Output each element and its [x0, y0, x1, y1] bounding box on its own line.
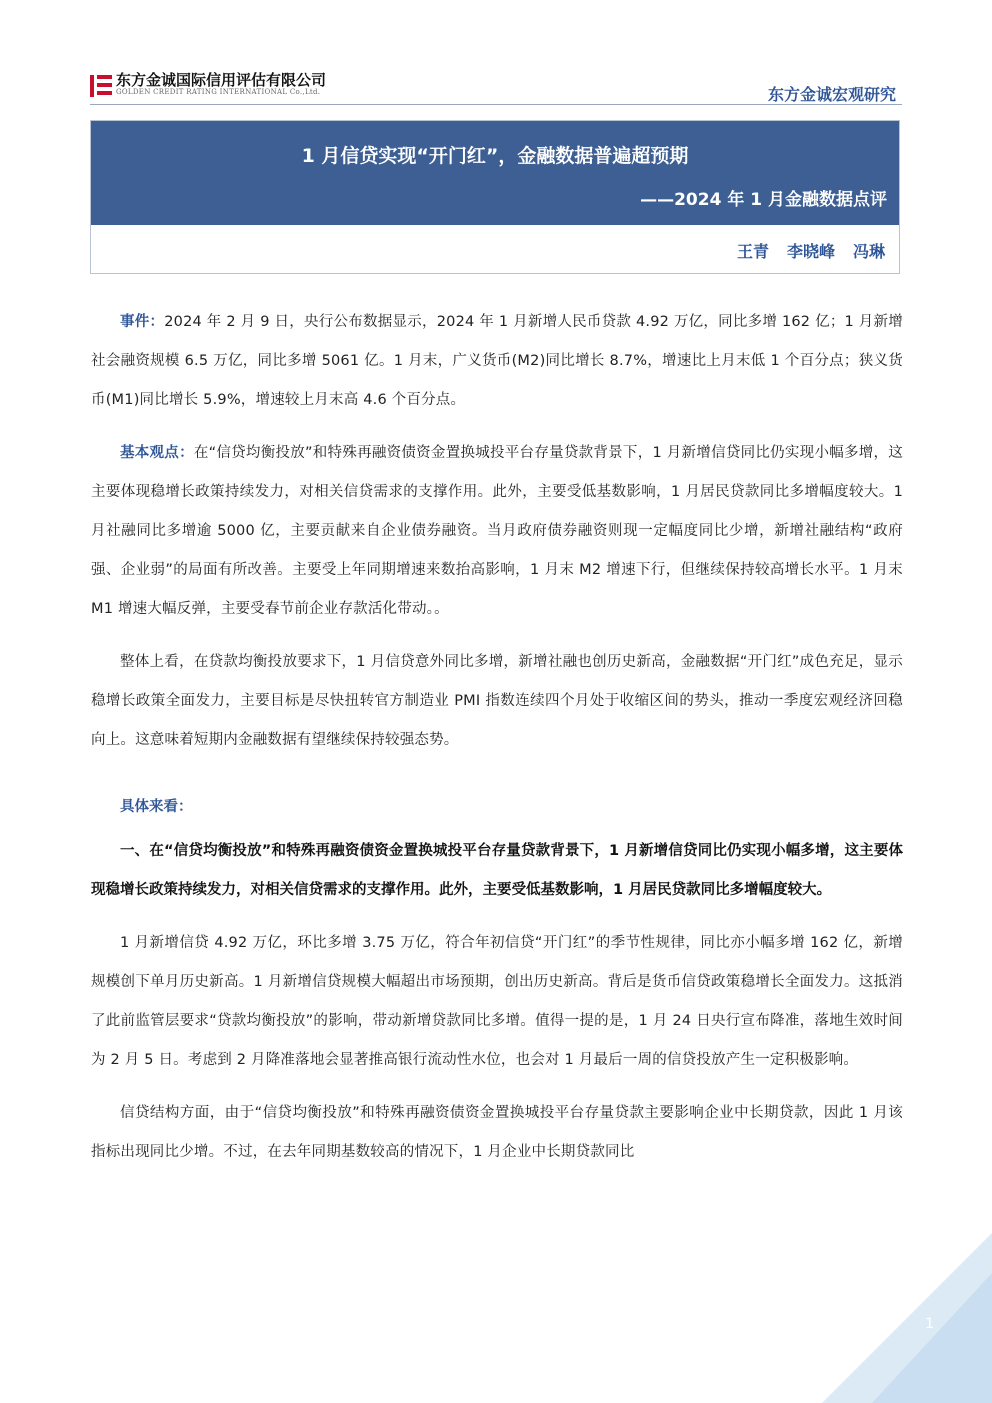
- specific-label: 具体来看：: [120, 799, 193, 815]
- author-name: 李晓峰: [786, 242, 835, 261]
- report-body: [91, 303, 903, 1172]
- title-box: [90, 120, 900, 274]
- author-name: 冯琳: [852, 242, 885, 261]
- event-text: 2024 年 2 月 9 日，央行公布数据显示，2024 年 1 月新增人民币贷款 4.92 万亿，同比多增 162 亿；1 月新增社会融资规模 6.5 万亿，同比多增 5061 亿。1 月末，广义货币(M2)同比增长 8.7%，增速比上月末低 1 个百分点；狭义货币(M1)同比增长 5.9%，增速较上月末高 4.6 个百分点。: [91, 314, 903, 408]
- body-paragraph-1: 1 月新增信贷 4.92 万亿，环比多增 3.75 万亿，符合年初信贷“开门红”的季节性规律，同比亦小幅多增 162 亿，新增规模创下单月历史新高。1 月新增信贷规模大幅超出市场预期，创出历史新高。背后是货币信贷政策稳增长全面发力。这抵消了此前监管层要求“贷款均衡投放”的影响，带动新增贷款同比多增。值得一提的是，1 月 24 日央行宣布降准，落地生效时间为 2 月 5 日。考虑到 2 月降准落地会显著推高银行流动性水位，也会对 1 月最后一周的信贷投放产生一定积极影响。: [91, 935, 903, 1068]
- view-label: 基本观点：: [120, 445, 194, 461]
- brand-series: 东方金诚宏观研究: [767, 85, 896, 104]
- body-paragraph-2: 信贷结构方面，由于“信贷均衡投放”和特殊再融资债资金置换城投平台存量贷款主要影响企业中长期贷款，因此 1 月该指标出现同比少增。不过，在去年同期基数较高的情况下，1 月企业中长期贷款同比: [91, 1105, 903, 1160]
- overall-paragraph: 整体上看，在贷款均衡投放要求下，1 月信贷意外同比多增，新增社融也创历史新高，金融数据“开门红”成色充足，显示稳增长政策全面发力，主要目标是尽快扭转官方制造业 PMI 指数连续四个月处于收缩区间的势头，推动一季度宏观经济回稳向上。这意味着短期内金融数据有望继续保持较强态势。: [91, 654, 903, 748]
- event-paragraph: [91, 303, 903, 420]
- company-name-cn: 东方金诚国际信用评估有限公司: [116, 71, 327, 89]
- logo-mark-icon: [90, 73, 112, 97]
- view-text: 在“信贷均衡投放”和特殊再融资债资金置换城投平台存量贷款背景下，1 月新增信贷同比仍实现小幅多增，这主要体现稳增长政策持续发力，对相关信贷需求的支撑作用。此外，主要受低基数影响，1 月居民贷款同比多增幅度较大。1 月社融同比多增逾 5000 亿，主要贡献来自企业债券融资。当月政府债券融资则现一定幅度同比少增，新增社融结构“政府强、企业弱”的局面有所改善。主要受上年同期增速来数抬高影响，1 月末 M2 增速下行，但继续保持较高增长水平。1 月末 M1 增速大幅反弹，主要受春节前企业存款活化带动。。: [91, 445, 903, 617]
- company-logo: [90, 72, 326, 97]
- title-band: [91, 121, 899, 225]
- author-name: 王青: [736, 242, 769, 261]
- report-title: 1 月信贷实现“开门红”，金融数据普遍超预期: [301, 145, 689, 167]
- author-list: [737, 239, 885, 262]
- page-header: [0, 0, 992, 112]
- company-name-en: GOLDEN CREDIT RATING INTERNATIONAL Co.,Ltd.: [116, 88, 321, 96]
- page-number: 1: [925, 1316, 934, 1332]
- corner-decoration: [752, 1233, 992, 1403]
- event-label: 事件：: [120, 314, 165, 330]
- section-1-heading: 一、在“信贷均衡投放”和特殊再融资债资金置换城投平台存量贷款背景下，1 月新增信贷同比仍实现小幅多增，这主要体现稳增长政策持续发力，对相关信贷需求的支撑作用。此外，主要受低基数影响，1 月居民贷款同比多增幅度较大。: [91, 843, 903, 898]
- view-paragraph: [91, 434, 903, 629]
- header-divider: [90, 104, 902, 105]
- report-subtitle: ——2024 年 1 月金融数据点评: [640, 190, 887, 210]
